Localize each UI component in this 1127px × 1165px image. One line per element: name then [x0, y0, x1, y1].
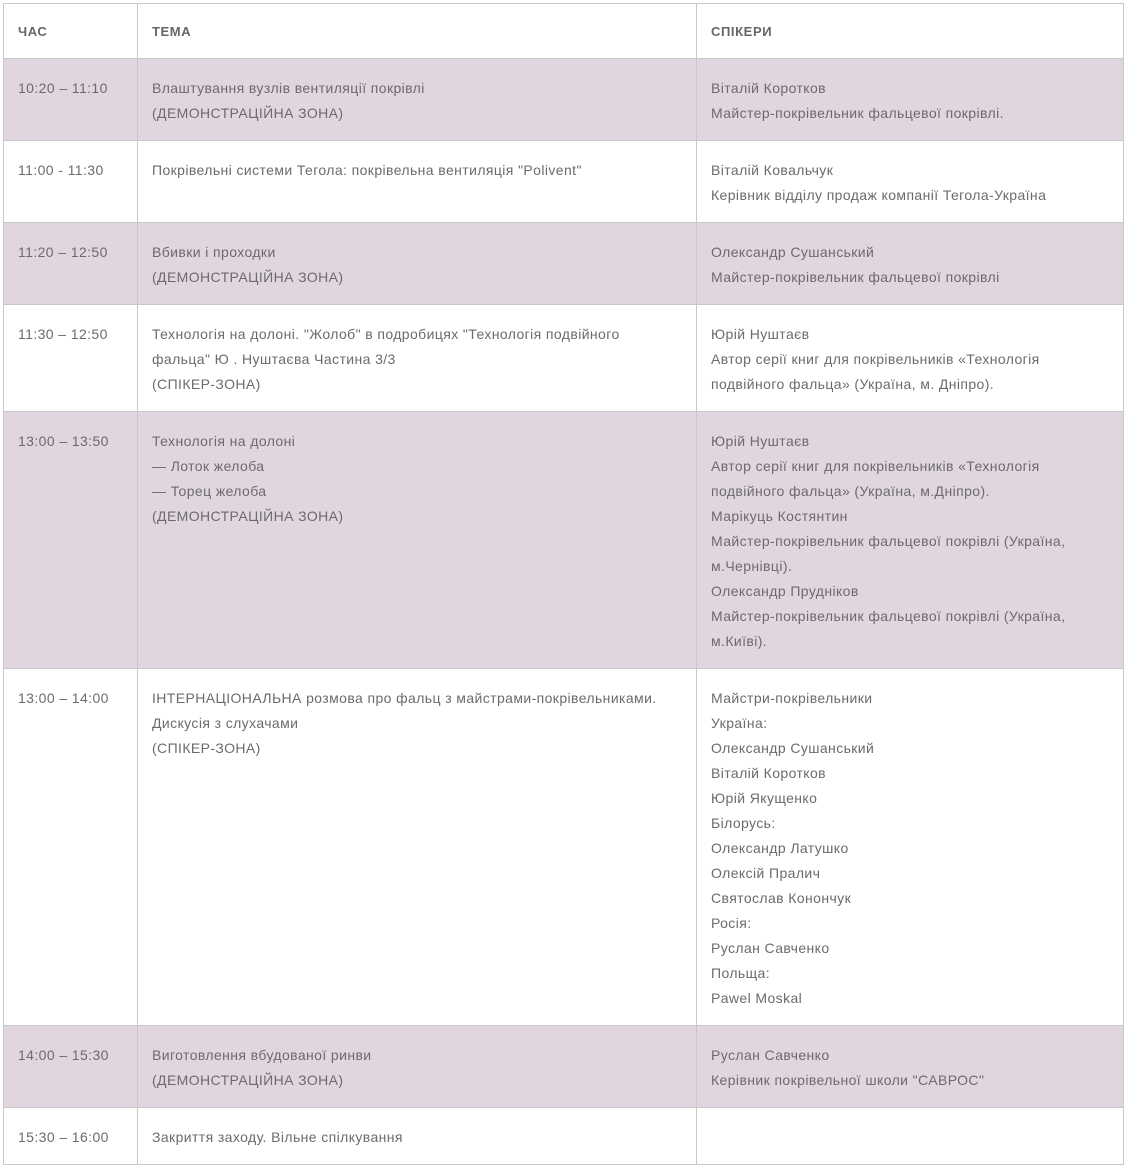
speakers-cell	[697, 1026, 1124, 1108]
schedule-table	[3, 3, 1124, 1165]
table-row	[4, 141, 1124, 223]
topic-line: (ДЕМОНСТРАЦІЙНА ЗОНА)	[152, 269, 344, 285]
speaker-line: Юрій Нуштаєв	[711, 433, 810, 449]
topic-cell	[138, 141, 697, 223]
speaker-line: Віталій Коротков	[711, 765, 827, 781]
speaker-line: Святослав Конончук	[711, 890, 852, 906]
topic-cell	[138, 1026, 697, 1108]
table-row	[4, 412, 1124, 669]
speaker-line: Олександр Прудніков	[711, 583, 859, 599]
topic-line: Технологія на долоні	[152, 433, 296, 449]
time-cell: 14:00 – 15:30	[4, 1026, 138, 1108]
topic-cell	[138, 59, 697, 141]
topic-cell	[138, 412, 697, 669]
topic-line: (СПІКЕР-ЗОНА)	[152, 740, 261, 756]
speakers-cell	[697, 1108, 1124, 1165]
topic-line: Закриття заходу. Вільне спілкування	[152, 1129, 403, 1145]
time-cell: 11:30 – 12:50	[4, 305, 138, 412]
speaker-line: Польща:	[711, 965, 770, 981]
topic-line: Вбивки і проходки	[152, 244, 276, 260]
speaker-line: Руслан Савченко	[711, 940, 830, 956]
speaker-line: Pawel Moskal	[711, 990, 803, 1006]
topic-line: (ДЕМОНСТРАЦІЙНА ЗОНА)	[152, 508, 344, 524]
speakers-cell	[697, 669, 1124, 1026]
topic-line: Влаштування вузлів вентиляції покрівлі	[152, 80, 425, 96]
speaker-line: Юрій Якущенко	[711, 790, 818, 806]
speakers-cell	[697, 305, 1124, 412]
topic-line: Дискусія з слухачами	[152, 715, 299, 731]
speaker-line: Олександр Сушанський	[711, 740, 875, 756]
topic-line: фальца" Ю . Нуштаєва Частина 3/3	[152, 351, 396, 367]
speaker-line: Віталій Коротков	[711, 80, 827, 96]
time-cell: 11:20 – 12:50	[4, 223, 138, 305]
speaker-line: Майстер-покрівельник фальцевої покрівлі	[711, 269, 1000, 285]
speaker-line: Майстер-покрівельник фальцевої покрівлі (Україна,	[711, 533, 1066, 549]
speaker-line: Юрій Нуштаєв	[711, 326, 810, 342]
speaker-line: Майстер-покрівельник фальцевої покрівлі.	[711, 105, 1004, 121]
speaker-line: подвійного фальца» (Україна, м. Дніпро).	[711, 376, 995, 392]
speaker-line: Керівник покрівельної школи "САВРОС"	[711, 1072, 985, 1088]
table-row	[4, 1108, 1124, 1165]
speaker-line: Віталій Ковальчук	[711, 162, 834, 178]
speaker-line: Керівник відділу продаж компанії Тегола-Україна	[711, 187, 1047, 203]
topic-line: Покрівельні системи Тегола: покрівельна вентиляція "Polivent"	[152, 162, 582, 178]
speaker-line: м.Чернівці).	[711, 558, 793, 574]
speaker-line: Олексій Пралич	[711, 865, 821, 881]
table-row	[4, 223, 1124, 305]
time-cell: 10:20 – 11:10	[4, 59, 138, 141]
topic-line: Технологія на долоні. "Жолоб" в подробицях "Технологія подвійного	[152, 326, 620, 342]
table-row	[4, 669, 1124, 1026]
speakers-cell	[697, 223, 1124, 305]
speaker-line: Олександр Сушанський	[711, 244, 875, 260]
speakers-cell	[697, 412, 1124, 669]
speaker-line: Україна:	[711, 715, 768, 731]
speaker-line: Руслан Савченко	[711, 1047, 830, 1063]
topic-cell	[138, 223, 697, 305]
time-cell: 13:00 – 13:50	[4, 412, 138, 669]
time-cell: 13:00 – 14:00	[4, 669, 138, 1026]
topic-cell	[138, 305, 697, 412]
speaker-line: Майстер-покрівельник фальцевої покрівлі (Україна,	[711, 608, 1066, 624]
header-row	[4, 4, 1124, 59]
speaker-line: Автор серії книг для покрівельників «Технологія	[711, 458, 1040, 474]
header-topic: ТЕМА	[138, 4, 697, 59]
topic-line: ІНТЕРНАЦІОНАЛЬНА розмова про фальц з майстрами-покрівельниками.	[152, 690, 657, 706]
table-row	[4, 305, 1124, 412]
speakers-cell	[697, 141, 1124, 223]
topic-line: (ДЕМОНСТРАЦІЙНА ЗОНА)	[152, 105, 344, 121]
topic-line: (ДЕМОНСТРАЦІЙНА ЗОНА)	[152, 1072, 344, 1088]
speaker-line: Автор серії книг для покрівельників «Технологія	[711, 351, 1040, 367]
topic-line: — Лоток желоба	[152, 458, 265, 474]
speaker-line: Марікуць Костянтин	[711, 508, 848, 524]
speaker-line: Олександр Латушко	[711, 840, 849, 856]
topic-line: (СПІКЕР-ЗОНА)	[152, 376, 261, 392]
topic-line: Виготовлення вбудованої ринви	[152, 1047, 372, 1063]
topic-line: — Торец желоба	[152, 483, 267, 499]
topic-cell	[138, 669, 697, 1026]
topic-cell	[138, 1108, 697, 1165]
speaker-line: Росія:	[711, 915, 752, 931]
speaker-line: м.Київі).	[711, 633, 768, 649]
table-row	[4, 1026, 1124, 1108]
speaker-line: подвійного фальца» (Україна, м.Дніпро).	[711, 483, 990, 499]
speaker-line: Майстри-покрівельники	[711, 690, 873, 706]
speakers-cell	[697, 59, 1124, 141]
header-time: ЧАС	[4, 4, 138, 59]
time-cell: 15:30 – 16:00	[4, 1108, 138, 1165]
table-row	[4, 59, 1124, 141]
speaker-line: Білорусь:	[711, 815, 776, 831]
time-cell: 11:00 - 11:30	[4, 141, 138, 223]
schedule-body	[4, 59, 1124, 1165]
header-speakers: СПІКЕРИ	[697, 4, 1124, 59]
